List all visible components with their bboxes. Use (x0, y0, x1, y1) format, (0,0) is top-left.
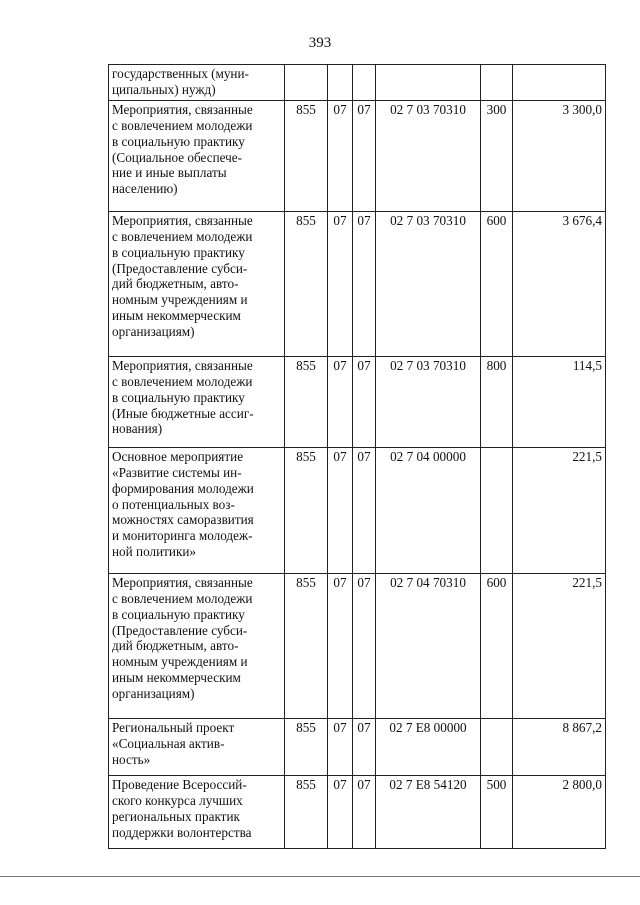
expense-type: 500 (481, 775, 513, 848)
expense-type: 600 (481, 573, 513, 718)
subsection-code: 07 (353, 211, 376, 356)
section-code: 07 (328, 775, 353, 848)
row-name: Мероприятия, связанные с вовлечением молодежи в социальную практику (Иные бюджетные ассиг- нования) (109, 356, 285, 447)
section-code: 07 (328, 718, 353, 775)
subsection-code: 07 (353, 356, 376, 447)
ministry-code: 855 (285, 100, 328, 211)
amount: 3 300,0 (513, 100, 606, 211)
subsection-code: 07 (353, 775, 376, 848)
expense-type: 800 (481, 356, 513, 447)
table-row (109, 100, 606, 211)
section-code: 07 (328, 573, 353, 718)
row-name: Региональный проект «Социальная актив- ность» (109, 718, 285, 775)
row-name: Основное мероприятие «Развитие системы ин- формирования молодежи о потенциальных воз- можностях саморазвития и мониторинга молодеж- ной политики» (109, 447, 285, 573)
ministry-code: 855 (285, 775, 328, 848)
ministry-code: 855 (285, 356, 328, 447)
page-bottom-rule (0, 876, 640, 877)
subsection-code: 07 (353, 573, 376, 718)
table-row (109, 447, 606, 573)
subsection-code: 07 (353, 447, 376, 573)
ministry-code: 855 (285, 573, 328, 718)
section-code: 07 (328, 447, 353, 573)
ministry-code: 855 (285, 718, 328, 775)
target-article (376, 65, 481, 101)
target-article: 02 7 04 00000 (376, 447, 481, 573)
table-row (109, 775, 606, 848)
row-name: Мероприятия, связанные с вовлечением молодежи в социальную практику (Предоставление субси- дий бюджетным, авто- номным учреждениям и иным некоммерческим организациям) (109, 211, 285, 356)
row-name: государственных (муни- ципальных) нужд) (109, 65, 285, 101)
section-code: 07 (328, 211, 353, 356)
amount: 3 676,4 (513, 211, 606, 356)
section-code (328, 65, 353, 101)
subsection-code: 07 (353, 100, 376, 211)
amount: 8 867,2 (513, 718, 606, 775)
table-row (109, 356, 606, 447)
expense-type (481, 718, 513, 775)
ministry-code: 855 (285, 211, 328, 356)
amount: 221,5 (513, 573, 606, 718)
amount: 221,5 (513, 447, 606, 573)
subsection-code (353, 65, 376, 101)
table-row (109, 65, 606, 101)
expense-type: 600 (481, 211, 513, 356)
target-article: 02 7 04 70310 (376, 573, 481, 718)
amount: 2 800,0 (513, 775, 606, 848)
row-name: Проведение Всероссий- ского конкурса лучших региональных практик поддержки волонтерства (109, 775, 285, 848)
page-number: 393 (308, 35, 332, 51)
expense-type (481, 65, 513, 101)
expense-type (481, 447, 513, 573)
subsection-code: 07 (353, 718, 376, 775)
expense-type: 300 (481, 100, 513, 211)
ministry-code: 855 (285, 447, 328, 573)
target-article: 02 7 E8 00000 (376, 718, 481, 775)
table-row (109, 211, 606, 356)
budget-table (108, 64, 606, 849)
row-name: Мероприятия, связанные с вовлечением молодежи в социальную практику (Социальное обеспече- ние и иные выплаты населению) (109, 100, 285, 211)
amount: 114,5 (513, 356, 606, 447)
target-article: 02 7 E8 54120 (376, 775, 481, 848)
amount (513, 65, 606, 101)
section-code: 07 (328, 100, 353, 211)
table-row (109, 718, 606, 775)
target-article: 02 7 03 70310 (376, 356, 481, 447)
table-row (109, 573, 606, 718)
target-article: 02 7 03 70310 (376, 100, 481, 211)
section-code: 07 (328, 356, 353, 447)
ministry-code (285, 65, 328, 101)
target-article: 02 7 03 70310 (376, 211, 481, 356)
row-name: Мероприятия, связанные с вовлечением молодежи в социальную практику (Предоставление субси- дий бюджетным, авто- номным учреждениям и иным некоммерческим организациям) (109, 573, 285, 718)
